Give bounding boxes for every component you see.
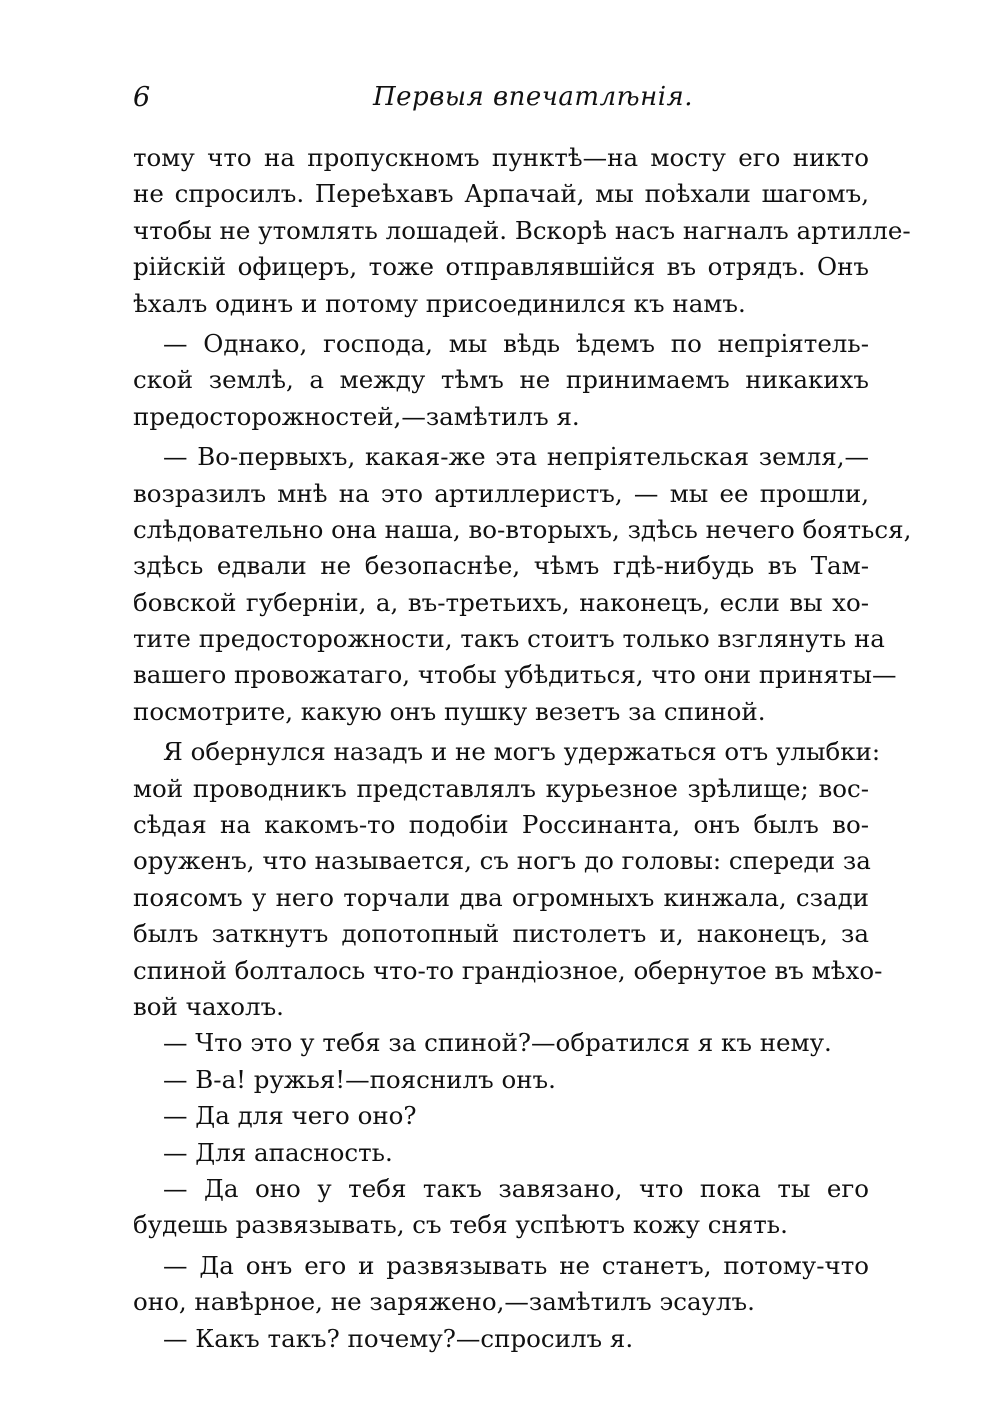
book-page [133,82,912,1357]
text-line: поясомъ у него торчали два огромныхъ кинжала, сзади [133,882,869,912]
text-line: бовской губерніи, а, въ-третьихъ, наконецъ, если вы хо- [133,587,869,617]
text-line: — Что это у тебя за спиной?—обратился я къ нему. [163,1028,832,1058]
text-line: чтобы не утомлять лошадей. Вскорѣ насъ нагналъ артилле- [133,215,911,245]
text-line: предосторожностей,—замѣтилъ я. [133,401,580,431]
text-line: — Да онъ его и развязывать не станетъ, потому-что [163,1250,869,1280]
running-title: Первыя впечатлѣнія. [373,82,694,112]
text-line: — Однако, господа, мы вѣдь ѣдемъ по непріятель- [163,328,869,358]
text-line: посмотрите, какую онъ пушку везетъ за спиной. [133,696,766,726]
page-body [133,140,912,1357]
page-number: 6 [133,82,151,113]
text-line: будешь развязывать, съ тебя успѣютъ кожу снять. [133,1210,788,1240]
text-line: слѣдовательно она наша, во-вторыхъ, здѣсь нечего бояться, [133,514,912,544]
text-line: — Во-первыхъ, какая-же эта непріятельская земля,— [163,442,869,472]
text-line: вой чахолъ. [133,991,284,1021]
text-line: — Для апасность. [163,1137,393,1167]
text-line: оно, навѣрное, не заряжено,—замѣтилъ эсаулъ. [133,1287,755,1317]
text-line: ѣхалъ одинъ и потому присоединился къ намъ. [133,288,746,318]
text-line: здѣсь едвали не безопаснѣе, чѣмъ гдѣ-нибудь въ Там- [133,551,869,581]
text-line: тому что на пропускномъ пунктѣ—на мосту его никто [133,143,869,172]
text-line: — Да для чего оно? [163,1101,417,1131]
text-line: сѣдая на какомъ-то подобіи Россинанта, онъ былъ во- [133,810,869,840]
text-line: Я обернулся назадъ и не могъ удержаться отъ улыбки: [163,737,881,767]
text-line: тите предосторожности, такъ стоитъ только взглянуть на [133,624,885,654]
text-line: — Да оно у тебя такъ завязано, что пока ты его [163,1173,869,1203]
text-line: былъ заткнутъ допотопный пистолетъ и, наконецъ, за [133,919,869,949]
text-line: мой проводникъ представлялъ курьезное зрѣлище; вос- [133,773,869,803]
text-line: оруженъ, что называется, съ ногъ до головы: спереди за [133,846,871,876]
text-line: рійскій офицеръ, тоже отправлявшійся въ отрядъ. Онъ [133,252,869,282]
text-line: не спросилъ. Переѣхавъ Арпачай, мы поѣхали шагомъ, [133,179,869,209]
text-line: — Какъ такъ? почему?—спросилъ я. [163,1323,634,1353]
text-line: спиной болталось что-то грандіозное, обернутое въ мѣхо- [133,955,883,985]
text-line: возразилъ мнѣ на это артиллеристъ, — мы ее прошли, [133,478,869,508]
text-line: — В-а! ружья!—пояснилъ онъ. [163,1064,556,1094]
page-header [133,82,869,122]
text-line: вашего провожатаго, чтобы убѣдиться, что они приняты— [133,660,897,690]
text-line: ской землѣ, а между тѣмъ не принимаемъ никакихъ [133,365,869,395]
